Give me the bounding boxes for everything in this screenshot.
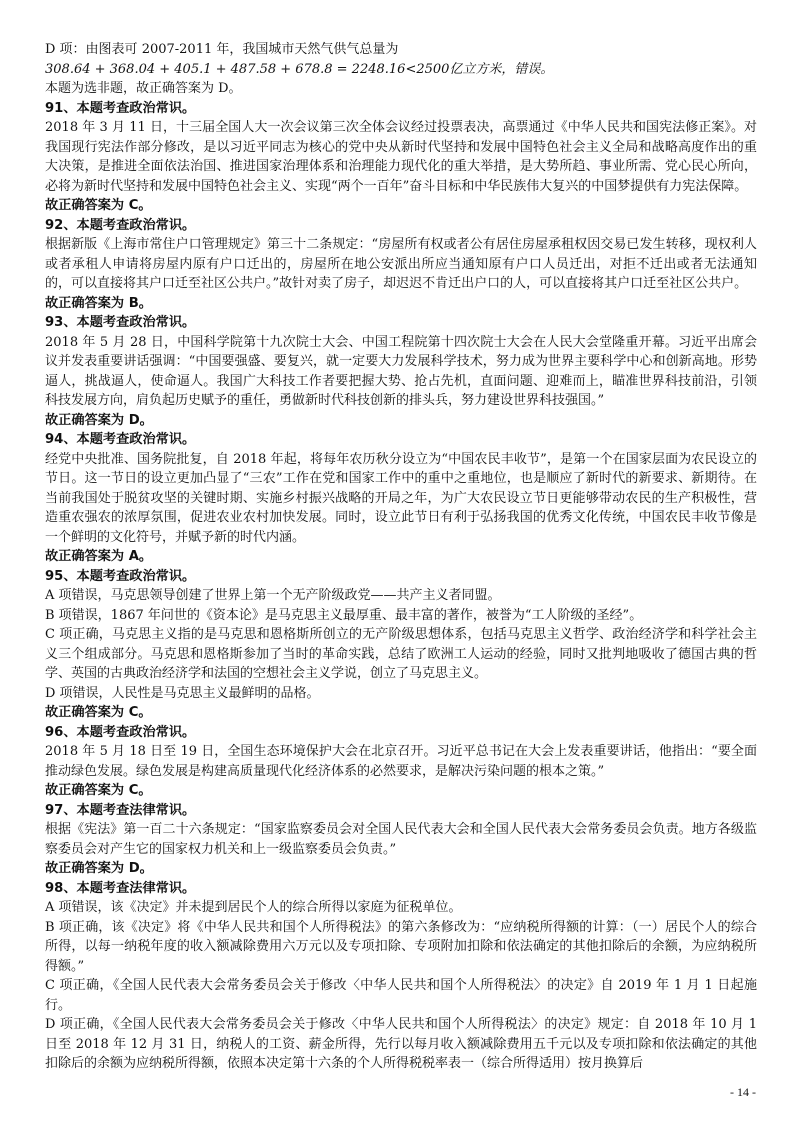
heading-line: 92、本题考查政治常识。 [45,217,196,233]
paragraph: 根据《宪法》第一百二十六条规定：“国家监察委员会对全国人民代表大会和全国人民代表大会常务委员会负责。地方各级监察委员会对产生它的国家权力机关和上一级监察委员会负责。” [45,822,757,857]
heading-line: 95、本题考查政治常识。 [45,568,196,584]
document-body [45,40,757,1074]
heading-line: 故正确答案为 D。 [45,412,153,428]
paragraph: C 项正确，马克思主义指的是马克思和恩格斯所创立的无产阶级思想体系，包括马克思主义哲学、政治经济学和科学社会主义三个组成部分。马克思和恩格斯参加了当时的革命实践，总结了欧洲工人运动的经验，同时又批判地吸收了德国古典的哲学、英国的古典政治经济学和法国的空想社会主义学说，创立了马克思主义。 [45,627,757,681]
heading-line: 94、本题考查政治常识。 [45,432,196,447]
heading-line: 97、本题考查法律常识。 [45,802,196,818]
paragraph: 308.64 + 368.04 + 405.1 + 487.58 + 678.8 = 2248.16<2500亿立方米，错误。 [45,61,554,77]
heading-line: 故正确答案为 A。 [45,549,153,564]
heading-line: 故正确答案为 C。 [45,783,152,798]
heading-line: 故正确答案为 C。 [45,198,152,213]
paragraph: B 项错误，1867 年问世的《资本论》是马克思主义最厚重、最丰富的著作，被誉为“工人阶级的圣经”。 [45,607,643,623]
paragraph: 2018 年 5 月 18 日至 19 日，全国生态环境保护大会在北京召开。习近平总书记在大会上发表重要讲话，他指出：“要全面推动绿色发展。绿色发展是构建高质量现代化经济体系的必然要求，是解决污染问题的根本之策。” [45,744,757,779]
paragraph: 本题为选非题，故正确答案为 D。 [45,81,242,96]
heading-line: 故正确答案为 B。 [45,295,152,311]
paragraph: 2018 年 3 月 11 日，十三届全国人大一次会议第三次全体会议经过投票表决，高票通过《中华人民共和国宪法修正案》。对我国现行宪法作部分修改，是以习近平同志为核心的党中央从新时代坚持和发展中国特色社会主义全局和战略高度作出的重大决策，是推进全面依法治国、推进国家治理体系和治理能力现代化的重大举措，是大势所趋、事业所需、党心民心所向，必将为新时代坚持和发展中国特色社会主义、实现“两个一百年”奋斗目标和中华民族伟大复兴的中国梦提供有力宪法保障。 [45,120,757,194]
heading-line: 故正确答案为 D。 [45,861,153,876]
paragraph: A 项错误，该《决定》并未提到居民个人的综合所得以家庭为征税单位。 [45,900,462,915]
paragraph: B 项正确，该《决定》将《中华人民共和国个人所得税法》的第六条修改为：“应纳税所得额的计算：（一）居民个人的综合所得，以每一纳税年度的收入额减除费用六万元以及专项扣除、专项附加扣除和依法确定的其他扣除后的余额，为应纳税所得额。” [45,919,757,974]
paragraph: C 项正确，《全国人民代表大会常务委员会关于修改〈中华人民共和国个人所得税法〉的决定》自 2019 年 1 月 1 日起施行。 [45,978,757,1013]
paragraph: 2018 年 5 月 28 日，中国科学院第十九次院士大会、中国工程院第十四次院士大会在人民大会堂隆重开幕。习近平出席会议并发表重要讲话强调：“中国要强盛、要复兴，就一定要大力发展科学技术，努力成为世界主要科学中心和创新高地。形势逼人，挑战逼人，使命逼人。我国广大科技工作者要把握大势、抢占先机，直面问题、迎难而上，瞄准世界科技前沿，引领科技发展方向，肩负起历史赋予的重任，勇做新时代科技创新的排头兵，努力建设世界科技强国。” [45,334,757,408]
heading-line: 故正确答案为 C。 [45,705,152,720]
heading-line: 98、本题考查法律常识。 [45,880,196,896]
paragraph: A 项错误，马克思领导创建了世界上第一个无产阶级政党——共产主义者同盟。 [45,588,501,603]
heading-line: 93、本题考查政治常识。 [45,315,196,330]
paragraph: D 项：由图表可 2007-2011 年，我国城市天然气供气总量为 [45,42,399,57]
heading-line: 96、本题考查政治常识。 [45,724,196,740]
paragraph: 根据新版《上海市常住户口管理规定》第三十二条规定：“房屋所有权或者公有居住房屋承租权因交易已发生转移，现权利人或者承租人申请将房屋内原有户口迁出的，房屋所在地公安派出所应当通知原有户口人员迁出，对拒不迁出或者无法通知的，可以直接将其户口迁至社区公共户。”故针对卖了房子，却迟迟不肯迁出户口的人，可以直接将其户口迁至社区公共户。 [45,237,757,291]
paragraph: 经党中央批准、国务院批复，自 2018 年起，将每年农历秋分设立为“中国农民丰收节”，是第一个在国家层面为农民设立的节日。这一节日的设立更加凸显了“三农”工作在党和国家工作中的重中之重地位，也是顺应了新时代的新要求、新期待。在当前我国处于脱贫攻坚的关键时期、实施乡村振兴战略的开局之年，为广大农民设立节日更能够带动农民的生产积极性，营造重农强农的浓厚氛围，促进农业农村加快发展。同时，设立此节日有利于弘扬我国的优秀文化传统，中国农民丰收节像是一个鲜明的文化符号，并赋予新的时代内涵。 [45,451,757,545]
page-number: - 14 - [730,1085,756,1099]
heading-line: 91、本题考查政治常识。 [45,100,196,116]
paragraph: D 项正确，《全国人民代表大会常务委员会关于修改〈中华人民共和国个人所得税法〉的决定》规定：自 2018 年 10 月 1 日至 2018 年 12 月 31 日，纳税人的工资、薪金所得，先行以每月收入额减除费用五千元以及专项扣除和依法确定的其他扣除后的余额为应纳税所得额，依照本决定第十六条的个人所得税税率表一（综合所得适用）按月换算后 [45,1017,757,1071]
paragraph: D 项错误，人民性是马克思主义最鲜明的品格。 [45,685,320,701]
